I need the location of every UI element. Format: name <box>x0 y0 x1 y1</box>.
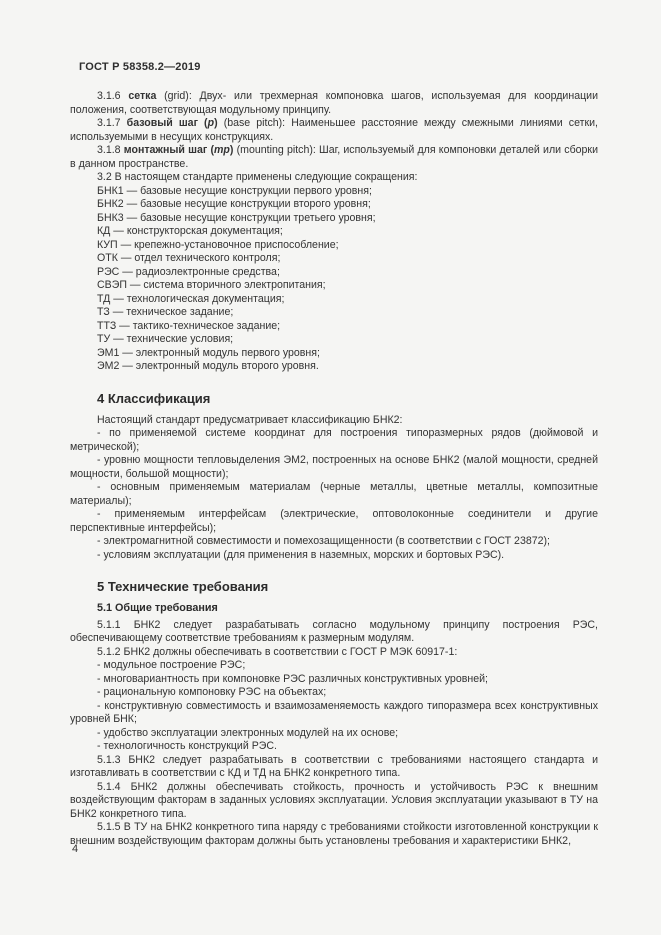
text-run: - условиям эксплуатации (для применения в наземных, морских и бортовых РЭС). <box>97 548 505 561</box>
list-item <box>70 686 598 700</box>
abbreviation-item <box>70 347 598 361</box>
text-run: - рациональную компоновку РЭС на объектах; <box>97 686 327 698</box>
text-run: 3.1.7 <box>97 117 127 129</box>
text-run: ТТЗ — тактико-техническое задание; <box>97 319 281 332</box>
list-item <box>70 454 598 481</box>
text-run: 5.1.3 БНК2 следует разрабатывать в соответствии с требованиями настоящего стандарта и изготавливать в соответствии с КД и ТД на БНК2 конкретного типа. <box>70 753 598 779</box>
abbreviation-item <box>70 266 598 280</box>
section-heading <box>97 391 598 407</box>
text-run: - удобство эксплуатации электронных модулей на их основе; <box>97 726 399 739</box>
list-item <box>70 549 598 563</box>
text-run: ) <box>214 117 218 129</box>
text-run: 3.1.6 <box>97 90 129 102</box>
list-item <box>70 427 598 454</box>
abbreviation-item <box>70 306 598 320</box>
list-item <box>70 481 598 508</box>
abbreviation-item <box>70 212 598 226</box>
text-run: сетка <box>128 90 157 102</box>
text-run: - по применяемой системе координат для построения типоразмерных рядов (дюймовой и метрической); <box>70 427 598 453</box>
term-definition-paragraph <box>70 90 598 117</box>
text-run: - модульное построение РЭС; <box>97 659 246 671</box>
list-item <box>70 740 598 754</box>
paragraph <box>70 754 598 781</box>
text-run: ОТК — отдел технического контроля; <box>97 252 281 264</box>
text-run: СВЭП — система вторичного электропитания; <box>97 279 326 291</box>
paragraph <box>70 821 598 848</box>
text-run: 4 Классификация <box>97 390 211 406</box>
text-run: ТЗ — техническое задание; <box>97 306 234 318</box>
text-run: БНК1 — базовые несущие конструкции первого уровня; <box>97 184 372 197</box>
text-run: 5.1 Общие требования <box>97 602 218 614</box>
paragraph <box>70 414 598 428</box>
text-run: 3.1.8 <box>97 144 124 156</box>
text-run: ЭМ1 — электронный модуль первого уровня; <box>97 346 320 359</box>
abbreviation-item <box>70 185 598 199</box>
abbreviation-item <box>70 225 598 239</box>
text-run: БНК2 — базовые несущие конструкции второго уровня; <box>97 198 371 210</box>
text-run: 5 Технические требования <box>97 579 269 594</box>
text-run: 5.1.4 БНК2 должны обеспечивать стойкость, прочность и устойчивость РЭС к внешним воздействующим факторам в заданных условиях эксплуатации. Условия эксплуатации указывают в ТУ на БНК2 конкретного типа. <box>70 780 598 820</box>
text-run: ЭМ2 — электронный модуль второго уровня. <box>97 360 319 372</box>
text-run: монтажный шаг ( <box>123 144 214 156</box>
subsection-heading <box>97 602 598 616</box>
text-run: 5.1.2 БНК2 должны обеспечивать в соответствии с ГОСТ Р МЭК 60917-1: <box>97 645 458 658</box>
list-item <box>70 659 598 673</box>
text-run: ) <box>229 144 234 156</box>
list-item <box>70 508 598 535</box>
page-number: 4 <box>72 843 79 855</box>
text-run: mp <box>214 144 230 156</box>
paragraph <box>70 619 598 646</box>
abbreviation-item <box>70 239 598 253</box>
text-run: (mounting pitch): Шаг, используемый для компоновки деталей или сборки в данном пространстве. <box>70 144 598 170</box>
text-run: 5.1.1 БНК2 следует разрабатывать согласно модульному принципу построения РЭС, обеспечивающему соответствие требованиям к размерным модулям. <box>70 618 598 644</box>
paragraph <box>70 646 598 660</box>
abbreviation-item <box>70 333 598 347</box>
abbreviation-item <box>70 279 598 293</box>
text-run: ТД — технологическая документация; <box>97 292 285 305</box>
document-body <box>70 90 598 848</box>
text-run: - уровню мощности тепловыделения ЭМ2, построенных на основе БНК2 (малой мощности, средней мощности, большой мощности); <box>70 454 598 480</box>
term-definition-paragraph <box>70 117 598 144</box>
text-run: 5.1.5 В ТУ на БНК2 конкретного типа наряду с требованиями стойкости изготовленной конструкции к внешним воздействующим факторам должны быть установлены требования и характеристики БНК2, <box>70 821 598 847</box>
text-run: 3.2 В настоящем стандарте применены следующие сокращения: <box>97 171 418 183</box>
text-run: - основным применяемым материалам (черные металлы, цветные металлы, композитные материалы); <box>70 481 598 507</box>
paragraph <box>70 781 598 822</box>
text-run: - электромагнитной совместимости и помехозащищенности (в соответствии с ГОСТ 23872); <box>97 535 550 547</box>
text-run: КУП — крепежно-установочное приспособление; <box>97 238 339 251</box>
term-definition-paragraph <box>70 144 598 171</box>
text-run: (grid): Двух- или трехмерная компоновка шагов, используемая для координации положения, соответствующая модульному принципу. <box>70 90 598 116</box>
text-run: - применяемым интерфейсам (электрические, оптоволоконные соединители и другие перспективные интерфейсы); <box>70 508 598 534</box>
abbreviation-item <box>70 293 598 307</box>
list-item <box>70 673 598 687</box>
text-run: ТУ — технические условия; <box>97 333 234 345</box>
text-run: Настоящий стандарт предусматривает классификацию БНК2: <box>97 413 403 426</box>
text-run: БНК3 — базовые несущие конструкции третьего уровня; <box>97 211 376 224</box>
text-run: КД — конструкторская документация; <box>97 225 283 237</box>
text-run: РЭС — радиоэлектронные средства; <box>97 265 280 278</box>
abbreviation-item <box>70 252 598 266</box>
abbreviation-item <box>70 198 598 212</box>
text-run: p <box>207 117 215 129</box>
abbreviation-item <box>70 320 598 334</box>
abbreviation-item <box>70 360 598 374</box>
text-run: (base pitch): Наименьшее расстояние между смежными линиями сетки, используемыми в несущих конструкциях. <box>70 117 598 143</box>
text-run: - многовариантность при компоновке РЭС различных конструктивных уровней; <box>97 672 488 685</box>
paragraph <box>70 171 598 185</box>
list-item <box>70 535 598 549</box>
text-run: - технологичность конструкций РЭС. <box>97 740 277 752</box>
running-header-doc-number: ГОСТ Р 58358.2—2019 <box>79 61 201 73</box>
section-heading <box>97 579 598 595</box>
list-item <box>70 727 598 741</box>
text-run: - конструктивную совместимость и взаимозаменяемость каждого типоразмера всех конструктивных уровней БНК; <box>70 699 598 725</box>
list-item <box>70 700 598 727</box>
text-run: базовый шаг ( <box>126 117 208 129</box>
